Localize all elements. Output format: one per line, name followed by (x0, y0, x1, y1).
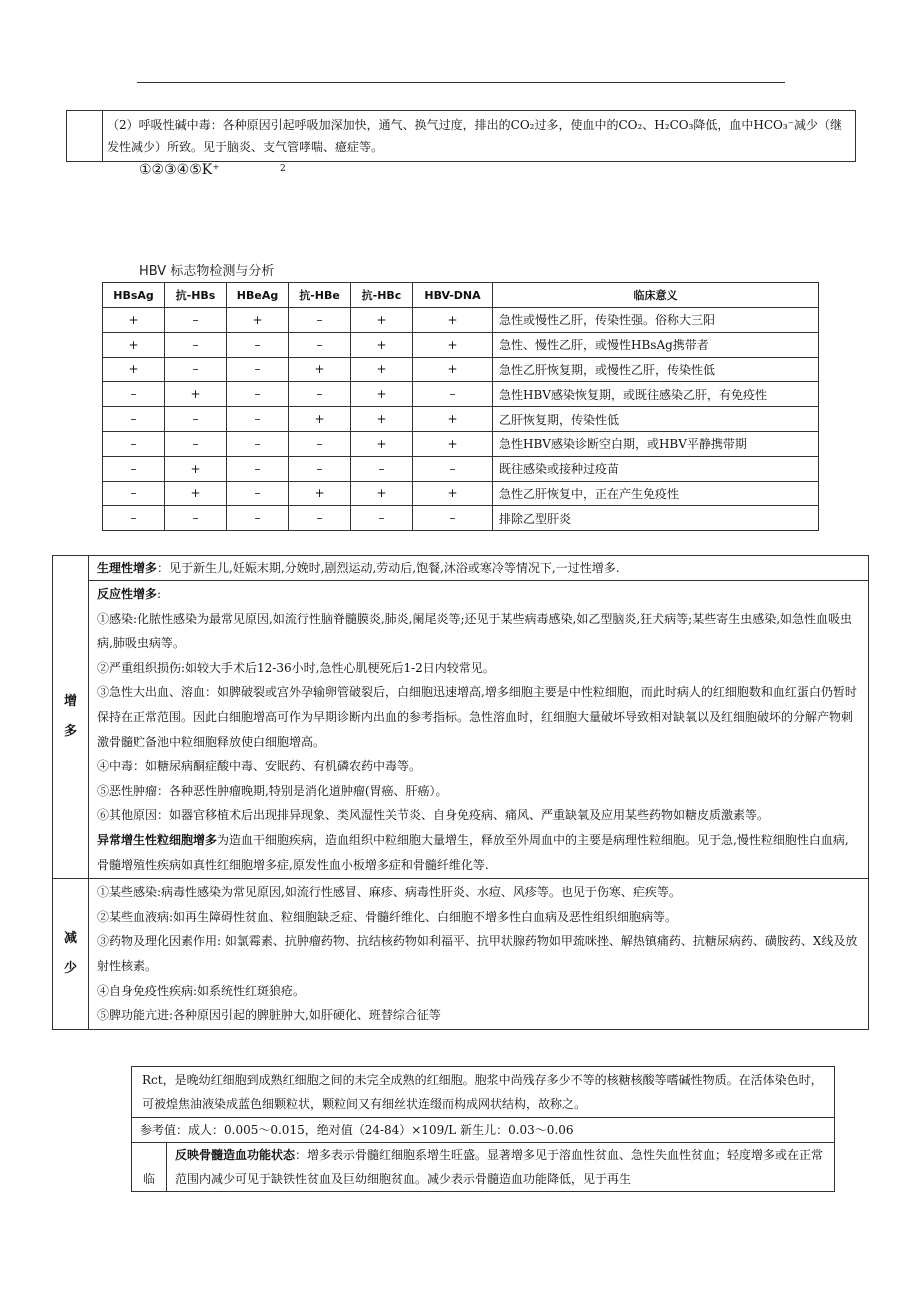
reactive-item: ⑤恶性肿瘤：各种恶性肿瘤晚期,特别是消化道肿瘤(胃癌、肝癌）。 (97, 783, 448, 798)
reactive-item: ③急性大出血、溶血：如脾破裂或宫外孕输卵管破裂后，白细胞迅速增高,增多细胞主要是中性粒细胞，而此时病人的红细胞数和血红蛋白仍暂时保持在正常范围。因此白细胞增高可作为早期诊断内出血的参考指标。急性溶血时，红细胞大量破坏导致相对缺氧以及红细胞破坏的分解产物刺激骨髓贮备池中粒细胞释放使白细胞增高。 (97, 685, 857, 749)
hbv-marker-cell: – (227, 357, 289, 382)
hbv-marker-cell: + (103, 308, 165, 333)
hbv-marker-cell: + (351, 332, 413, 357)
hbv-row (103, 407, 819, 432)
hbv-marker-cell: + (165, 382, 227, 407)
rct-reference: 参考值：成人：0.005～0.015，绝对值（24-84）×109/L 新生儿：0.03～0.06 (132, 1118, 835, 1143)
hbv-marker-cell: + (351, 481, 413, 506)
hbv-marker-cell: – (165, 332, 227, 357)
alkalosis-box (66, 110, 856, 162)
hbv-marker-cell: + (165, 456, 227, 481)
rct-table (131, 1066, 835, 1192)
hbv-meaning-cell: 既往感染或接种过疫苗 (493, 456, 819, 481)
hbv-marker-cell: + (351, 407, 413, 432)
hbv-marker-cell: + (413, 431, 493, 456)
decrease-item: ②某些血液病:如再生障碍性贫血、粒细胞缺乏症、骨髓纤维化、白细胞不增多性白血病及恶性组织细胞病等。 (97, 909, 678, 924)
hbv-marker-cell: + (165, 481, 227, 506)
hbv-row (103, 357, 819, 382)
stray-superscript: 2 (280, 164, 286, 174)
hbv-marker-cell: – (165, 407, 227, 432)
hbv-marker-cell: + (413, 308, 493, 333)
hbv-meaning-cell: 排除乙型肝炎 (493, 506, 819, 531)
stray-symbols: ①②③④⑤K⁺ (139, 162, 220, 178)
hbv-meaning-cell: 急性乙肝恢复期，或慢性乙肝，传染性低 (493, 357, 819, 382)
hbv-marker-cell: – (351, 456, 413, 481)
abnormal-block: 异常增生性粒细胞增多为造血干细胞疾病，造血组织中粒细胞大量增生，释放至外周血中的主要是病理性粒细胞。见于急,慢性粒细胞性白血病,骨髓增殖性疾病如真性红细胞增多症,原发性血小板增多症和骨髓纤维化等. (97, 832, 849, 872)
rct-clinical-text: ：增多表示骨髓红细胞系增生旺盛。显著增多见于溶血性贫血、急性失血性贫血；轻度增多或在正常范围内减少可见于缺铁性贫血及巨幼细胞贫血。减少表示骨髓造血功能降低，见于再生 (175, 1148, 824, 1186)
header-rule (137, 82, 785, 83)
hbv-marker-cell: – (227, 431, 289, 456)
decrease-item: ⑤脾功能亢进:各种原因引起的脾脏肿大,如肝硬化、班替综合征等 (97, 1008, 441, 1023)
physio-block (89, 556, 868, 581)
increase-content (89, 556, 869, 879)
hbv-marker-cell: + (351, 382, 413, 407)
hbv-marker-cell: + (413, 357, 493, 382)
hbv-marker-cell: – (351, 506, 413, 531)
hbv-marker-cell: – (227, 481, 289, 506)
wbc-table (52, 555, 869, 1030)
hbv-marker-cell: + (413, 407, 493, 432)
hbv-marker-cell: + (289, 407, 351, 432)
hbv-row (103, 308, 819, 333)
reactive-item: ①感染:化脓性感染为最常见原因,如流行性脑脊髓膜炎,肺炎,阑尾炎等;还见于某些病毒感染,如乙型脑炎,狂犬病等;某些寄生虫感染,如急性血吸虫病,肺吸虫病等。 (97, 611, 853, 651)
hbv-marker-cell: – (103, 456, 165, 481)
hbv-header-cell: HBV-DNA (413, 283, 493, 308)
hbv-marker-cell: – (103, 506, 165, 531)
reactive-item: ⑥其他原因：如器官移植术后出现排异现象、类风湿性关节炎、自身免疫病、痛风、严重缺氧及应用某些药物如糖皮质激素等。 (97, 808, 770, 823)
hbv-marker-cell: – (227, 382, 289, 407)
hbv-marker-cell: – (165, 431, 227, 456)
increase-label: 增多 (53, 556, 89, 879)
hbv-row (103, 382, 819, 407)
rct-clinical-title: 反映骨髓造血功能状态 (175, 1148, 296, 1162)
hbv-marker-cell: – (165, 357, 227, 382)
hbv-row (103, 431, 819, 456)
hbv-header-cell: 抗-HBe (289, 283, 351, 308)
hbv-row (103, 506, 819, 531)
hbv-marker-cell: – (289, 506, 351, 531)
decrease-content (89, 879, 869, 1030)
hbv-marker-cell: – (227, 407, 289, 432)
alkalosis-left-cell (67, 111, 103, 162)
hbv-marker-cell: – (103, 407, 165, 432)
hbv-marker-cell: – (289, 308, 351, 333)
hbv-marker-cell: – (227, 332, 289, 357)
hbv-table-title: HBV 标志物检测与分析 (139, 264, 275, 279)
hbv-marker-cell: + (413, 332, 493, 357)
hbv-meaning-cell: 急性HBV感染恢复期，或既往感染乙肝，有免疫性 (493, 382, 819, 407)
hbv-header-cell: 抗-HBs (165, 283, 227, 308)
rct-clinical (167, 1143, 835, 1192)
hbv-marker-cell: – (103, 481, 165, 506)
hbv-marker-cell: – (103, 431, 165, 456)
hbv-row (103, 332, 819, 357)
hbv-row (103, 456, 819, 481)
hbv-marker-cell: + (413, 481, 493, 506)
hbv-marker-cell: + (103, 357, 165, 382)
hbv-marker-cell: – (289, 332, 351, 357)
reactive-item: ②严重组织损伤:如较大手术后12-36小时,急性心肌梗死后1-2日内较常见。 (97, 660, 495, 675)
reactive-heading: 反应性增多: (97, 587, 162, 601)
hbv-header-cell: 临床意义 (493, 283, 819, 308)
hbv-marker-cell: + (227, 308, 289, 333)
hbv-header-cell: HBeAg (227, 283, 289, 308)
hbv-row (103, 481, 819, 506)
hbv-marker-cell: + (289, 357, 351, 382)
rct-intro: Rct，是晚幼红细胞到成熟红细胞之间的未完全成熟的红细胞。胞浆中尚残存多少不等的核糖核酸等嗜碱性物质。在活体染色时，可被煌焦油液染成蓝色细颗粒状，颗粒间又有细丝状连缀而构成网状结构，故称之。 (132, 1067, 835, 1118)
hbv-meaning-cell: 乙肝恢复期，传染性低 (493, 407, 819, 432)
hbv-marker-cell: – (413, 456, 493, 481)
decrease-label: 减少 (53, 879, 89, 1030)
hbv-marker-cell: – (289, 382, 351, 407)
hbv-marker-cell: – (227, 506, 289, 531)
hbv-marker-cell: – (103, 382, 165, 407)
rct-side-label: 临 (132, 1143, 167, 1192)
decrease-item: ①某些感染:病毒性感染为常见原因,如流行性感冒、麻疹、病毒性肝炎、水痘、风疹等。也见于伤寒、疟疾等。 (97, 885, 681, 900)
hbv-marker-cell: – (289, 431, 351, 456)
hbv-meaning-cell: 急性或慢性乙肝，传染性强。俗称大三阳 (493, 308, 819, 333)
alkalosis-text: （2）呼吸性碱中毒：各种原因引起呼吸加深加快，通气、换气过度，排出的CO₂过多，使血中的CO₂、H₂CO₃降低，血中HCO₃⁻减少（继发性减少）所致。见于脑炎、支气管哮喘、癔症等。 (103, 111, 856, 162)
hbv-header-cell: 抗-HBc (351, 283, 413, 308)
hbv-marker-cell: – (413, 382, 493, 407)
hbv-marker-cell: – (289, 456, 351, 481)
decrease-item: ④自身免疫性疾病:如系统性红斑狼疮。 (97, 983, 306, 998)
physio-title: 生理性增多 (97, 561, 158, 575)
reactive-item: ④中毒：如糖尿病酮症酸中毒、安眠药、有机磷农药中毒等。 (97, 759, 422, 774)
hbv-marker-cell: + (103, 332, 165, 357)
hbv-marker-cell: – (227, 456, 289, 481)
hbv-marker-cell: + (289, 481, 351, 506)
hbv-meaning-cell: 急性、慢性乙肝，或慢性HBsAg携带者 (493, 332, 819, 357)
hbv-marker-cell: – (413, 506, 493, 531)
hbv-table (102, 282, 819, 531)
physio-text: ：见于新生儿,妊娠末期,分娩时,剧烈运动,劳动后,饱餐,沐浴或寒冷等情况下,一过性增多. (157, 561, 620, 575)
hbv-header-cell: HBsAg (103, 283, 165, 308)
hbv-marker-cell: – (165, 308, 227, 333)
hbv-marker-cell: + (351, 308, 413, 333)
hbv-meaning-cell: 急性HBV感染诊断空白期，或HBV平静携带期 (493, 431, 819, 456)
hbv-meaning-cell: 急性乙肝恢复中，正在产生免疫性 (493, 481, 819, 506)
hbv-marker-cell: – (165, 506, 227, 531)
hbv-marker-cell: + (351, 431, 413, 456)
hbv-header-row (103, 283, 819, 308)
hbv-marker-cell: + (351, 357, 413, 382)
decrease-item: ③药物及理化因素作用: 如氯霉素、抗肿瘤药物、抗结核药物如利福平、抗甲状腺药物如甲巯咪挫、解热镇痛药、抗糖尿病药、磺胺药、X线及放射性核素。 (97, 934, 858, 973)
